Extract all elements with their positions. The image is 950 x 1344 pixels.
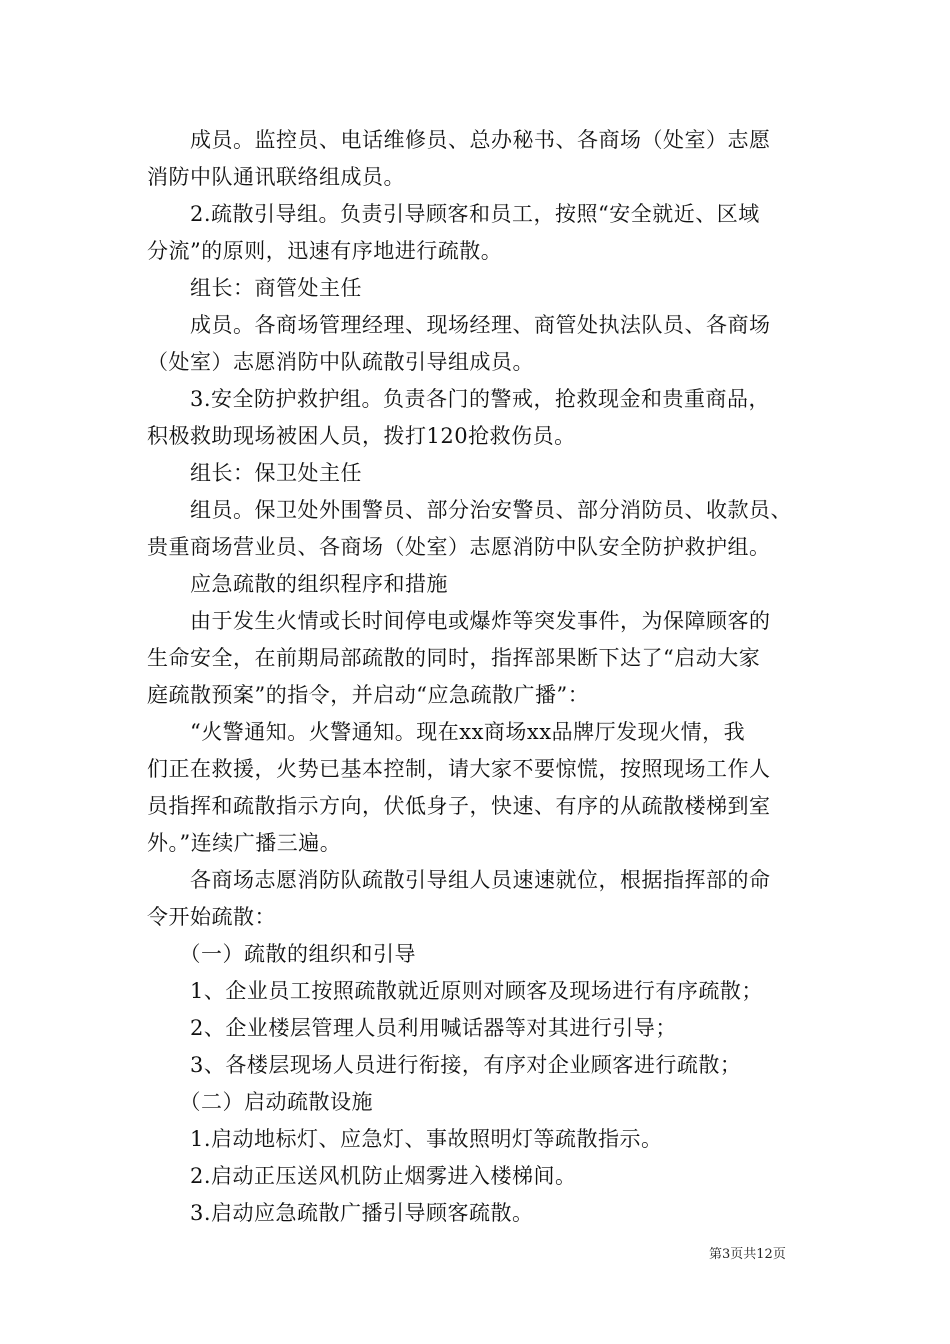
text-line: 分流”的原则，迅速有序地进行疏散。	[147, 239, 503, 263]
section-heading: （二）启动疏散设施	[147, 1090, 373, 1114]
text-line: 3.安全防护救护组。负责各门的警戒，抢救现金和贵重商品，	[147, 387, 771, 411]
text-line: 组员。保卫处外围警员、部分治安警员、部分消防员、收款员、	[147, 498, 792, 522]
section-heading: （一）疏散的组织和引导	[147, 942, 416, 966]
text-line: 庭疏散预案”的指令，并启动“应急疏散广播”：	[147, 683, 590, 707]
text-line: （处室）志愿消防中队疏散引导组成员。	[147, 350, 534, 374]
list-item: 2.启动正压送风机防止烟雾进入楼梯间。	[147, 1164, 577, 1188]
text-line: 组长：商管处主任	[147, 276, 362, 300]
list-item: 3.启动应急疏散广播引导顾客疏散。	[147, 1201, 534, 1225]
text-line: 成员。监控员、电话维修员、总办秘书、各商场（处室）志愿	[147, 128, 771, 152]
text-line: 们正在救援，火势已基本控制，请大家不要惊慌，按照现场工作人	[147, 757, 771, 781]
text-line: 各商场志愿消防队疏散引导组人员速速就位，根据指挥部的命	[147, 868, 771, 892]
text-line: 生命安全，在前期局部疏散的同时，指挥部果断下达了“启动大家	[147, 646, 761, 670]
text-line: 成员。各商场管理经理、现场经理、商管处执法队员、各商场	[147, 313, 771, 337]
page-number: 第3页共12页	[709, 1247, 786, 1262]
text-line: 外。”连续广播三遍。	[147, 831, 342, 855]
text-line: 消防中队通讯联络组成员。	[147, 165, 405, 189]
text-line: 积极救助现场被困人员，拨打120抢救伤员。	[147, 424, 576, 448]
text-line: 员指挥和疏散指示方向，伏低身子，快速、有序的从疏散楼梯到室	[147, 794, 771, 818]
text-line: “火警通知。火警通知。现在xx商场xx品牌厅发现火情，我	[147, 720, 746, 744]
list-item: 1.启动地标灯、应急灯、事故照明灯等疏散指示。	[147, 1127, 663, 1151]
section-heading: 应急疏散的组织程序和措施	[147, 572, 448, 596]
text-line: 组长：保卫处主任	[147, 461, 362, 485]
text-line: 由于发生火情或长时间停电或爆炸等突发事件，为保障顾客的	[147, 609, 771, 633]
list-item: 2、企业楼层管理人员利用喊话器等对其进行引导；	[147, 1016, 677, 1040]
text-line: 贵重商场营业员、各商场（处室）志愿消防中队安全防护救护组。	[147, 535, 771, 559]
text-line: 2.疏散引导组。负责引导顾客和员工，按照“安全就近、区域	[147, 202, 760, 226]
text-line: 令开始疏散：	[147, 905, 276, 929]
list-item: 3、各楼层现场人员进行衔接，有序对企业顾客进行疏散；	[147, 1053, 742, 1077]
list-item: 1、企业员工按照疏散就近原则对顾客及现场进行有序疏散；	[147, 979, 763, 1003]
